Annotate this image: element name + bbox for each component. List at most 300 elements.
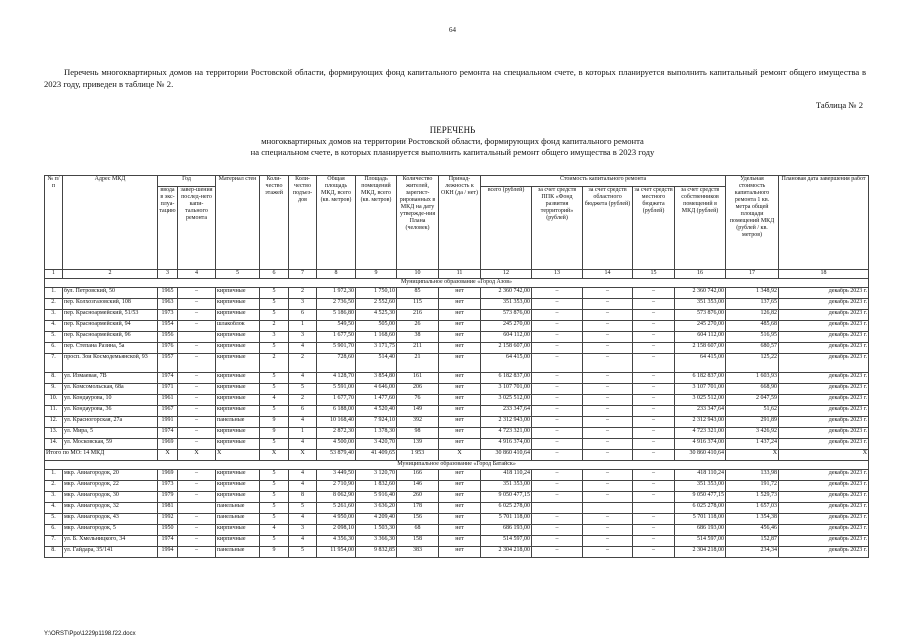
table-cell: 2 158 607,00 xyxy=(481,343,532,354)
table-cell: шлакоблок xyxy=(216,321,260,332)
table-cell: 51,62 xyxy=(726,406,779,417)
table-cell: 1 xyxy=(289,321,317,332)
table-cell: 14. xyxy=(45,439,63,450)
table-cell: 158 xyxy=(397,536,439,547)
table-cell: – xyxy=(583,525,633,536)
table-cell: панельные xyxy=(216,514,260,525)
table-cell: 1967 xyxy=(158,406,178,417)
table-cell: 1 477,60 xyxy=(356,395,397,406)
table-cell: декабрь 2023 г. xyxy=(779,395,869,406)
table-cell: 5 701 118,00 xyxy=(675,514,726,525)
table-cell: 9 xyxy=(356,270,397,279)
table-cell: нет xyxy=(439,503,481,514)
table-cell: 2 872,30 xyxy=(317,428,356,439)
table-cell: – xyxy=(633,310,675,321)
table-cell: 30 860 410,64 xyxy=(481,450,532,461)
table-cell: – xyxy=(633,395,675,406)
table-cell: 2 710,90 xyxy=(317,481,356,492)
table-cell: 115 xyxy=(397,299,439,310)
table-cell: X xyxy=(439,450,481,461)
table-cell: кирпичные xyxy=(216,373,260,384)
table-cell: пер. Красноармейский, 94 xyxy=(63,321,158,332)
table-cell: 1 603,93 xyxy=(726,373,779,384)
table-cell: – xyxy=(178,288,216,299)
table-cell: 8 xyxy=(289,492,317,503)
table-cell: 1 xyxy=(45,270,63,279)
table-cell xyxy=(532,503,583,514)
table-cell: ул. Московская, 59 xyxy=(63,439,158,450)
table-cell: кирпичные xyxy=(216,395,260,406)
table-cell: 1992 xyxy=(158,514,178,525)
table-cell: – xyxy=(178,343,216,354)
heading-line-3: на специальном счете, в которых планируется выполнить капитальный ремонт общего имущества в 2023 году xyxy=(250,147,655,157)
table-cell: 146 xyxy=(397,481,439,492)
table-row xyxy=(45,384,869,395)
table-cell: Муниципальное образование «Город Батайск» xyxy=(45,461,869,470)
table-cell xyxy=(633,503,675,514)
table-cell: бул. Петровский, 50 xyxy=(63,288,158,299)
table-cell: 514 597,00 xyxy=(675,536,726,547)
table-cell: панельные xyxy=(216,547,260,558)
table-cell: 4 646,00 xyxy=(356,384,397,395)
table-cell: – xyxy=(583,439,633,450)
table-cell: 5 xyxy=(260,470,289,481)
table-cell: 604 112,00 xyxy=(481,332,532,343)
table-cell: – xyxy=(178,547,216,558)
table-cell: мкр. Авиагородок, 30 xyxy=(63,492,158,503)
table-cell: 2 312 943,00 xyxy=(481,417,532,428)
table-cell: 351 353,00 xyxy=(481,481,532,492)
heading-line-2: многоквартирных домов на территории Ростовской области, формирующих фонд капитального ремонта xyxy=(261,136,644,146)
table-cell: 166 xyxy=(397,470,439,481)
col-num: № п/п xyxy=(45,176,63,270)
table-cell: кирпичные xyxy=(216,492,260,503)
table-cell: – xyxy=(583,481,633,492)
table-cell: 3. xyxy=(45,492,63,503)
table-cell: декабрь 2023 г. xyxy=(779,384,869,395)
table-cell: ул. Кондаурова, 10 xyxy=(63,395,158,406)
table-cell: 126,82 xyxy=(726,310,779,321)
table-cell: 245 270,00 xyxy=(481,321,532,332)
table-cell: 11 954,00 xyxy=(317,547,356,558)
table-cell: 7 924,10 xyxy=(356,417,397,428)
table-cell: – xyxy=(178,321,216,332)
table-cell: нет xyxy=(439,417,481,428)
table-cell: кирпичные xyxy=(216,332,260,343)
table-cell: 4 723 321,00 xyxy=(481,428,532,439)
table-cell: 351 353,00 xyxy=(675,299,726,310)
table-cell: 68 xyxy=(397,525,439,536)
table-cell: – xyxy=(532,514,583,525)
table-cell: 383 xyxy=(397,547,439,558)
table-cell: нет xyxy=(439,514,481,525)
table-cell: – xyxy=(633,384,675,395)
table-cell: – xyxy=(178,384,216,395)
table-cell: 1950 xyxy=(158,525,178,536)
table-cell: 245 270,00 xyxy=(675,321,726,332)
table-cell: – xyxy=(178,310,216,321)
table-cell: 9 xyxy=(260,428,289,439)
table-cell: – xyxy=(583,450,633,461)
table-cell: 10 168,40 xyxy=(317,417,356,428)
table-cell: – xyxy=(532,450,583,461)
table-cell: 7. xyxy=(45,354,63,373)
col-residents: Количество жителей, зарегист-рированных в МКД на дату утвержде-ния Плана (человек) xyxy=(397,176,439,270)
table-cell: 2 360 742,00 xyxy=(481,288,532,299)
table-cell: – xyxy=(532,343,583,354)
table-cell: декабрь 2023 г. xyxy=(779,321,869,332)
table-cell xyxy=(178,503,216,514)
table-cell: 3 107 701,00 xyxy=(675,384,726,395)
table-cell: 260 xyxy=(397,492,439,503)
table-cell: 8 xyxy=(317,270,356,279)
table-cell: 76 xyxy=(397,395,439,406)
table-cell: 604 112,00 xyxy=(675,332,726,343)
table-cell: 133,98 xyxy=(726,470,779,481)
table-cell: 5 xyxy=(260,492,289,503)
table-cell: 5 901,70 xyxy=(317,343,356,354)
table-cell: 5 xyxy=(260,288,289,299)
table-row xyxy=(45,492,869,503)
table-cell: ул. Гайдара, 35/141 xyxy=(63,547,158,558)
table-cell: 1971 xyxy=(158,384,178,395)
col-unit-cost: Удельная стоимость капитального ремонта 1 кв. метра общей площади помещений МКД (рублей / кв. метров) xyxy=(726,176,779,270)
table-cell: 456,46 xyxy=(726,525,779,536)
table-cell: 2 xyxy=(260,321,289,332)
table-cell: 680,57 xyxy=(726,343,779,354)
table-cell: 16 xyxy=(675,270,726,279)
table-cell: 4 xyxy=(289,439,317,450)
table-cell: декабрь 2023 г. xyxy=(779,288,869,299)
table-cell: нет xyxy=(439,428,481,439)
table-cell: 5 xyxy=(260,373,289,384)
table-cell: – xyxy=(178,525,216,536)
heading-title: ПЕРЕЧЕНЬ xyxy=(429,125,476,135)
table-cell: – xyxy=(178,439,216,450)
table-cell: 2 304 218,00 xyxy=(481,547,532,558)
table-cell: 6 xyxy=(289,406,317,417)
col-entrances: Коли-чество подъез-дов xyxy=(289,176,317,270)
table-cell: 11 xyxy=(439,270,481,279)
table-cell: 4 950,00 xyxy=(317,514,356,525)
table-body xyxy=(45,270,869,558)
table-row xyxy=(45,343,869,354)
table-cell: 3 xyxy=(289,299,317,310)
table-cell: – xyxy=(633,470,675,481)
table-cell: 1 168,60 xyxy=(356,332,397,343)
table-cell: мкр. Авиагородок, 22 xyxy=(63,481,158,492)
table-row xyxy=(45,332,869,343)
table-cell: X xyxy=(726,450,779,461)
table-cell: 233 347,64 xyxy=(675,406,726,417)
table-cell: 2 360 742,00 xyxy=(675,288,726,299)
table-cell: – xyxy=(633,354,675,373)
table-cell: 573 876,00 xyxy=(481,310,532,321)
table-cell: декабрь 2023 г. xyxy=(779,354,869,373)
table-cell: – xyxy=(532,354,583,373)
table-cell: 5 xyxy=(260,514,289,525)
table-cell: 3 xyxy=(289,332,317,343)
table-cell: – xyxy=(532,310,583,321)
table-cell: 4 356,30 xyxy=(317,536,356,547)
table-cell: 8 062,90 xyxy=(317,492,356,503)
table-cell: 64 415,00 xyxy=(675,354,726,373)
table-cell: – xyxy=(178,514,216,525)
table-cell: – xyxy=(633,536,675,547)
table-row xyxy=(45,299,869,310)
table-cell: 3 xyxy=(260,332,289,343)
table-cell: 26 xyxy=(397,321,439,332)
col-year-repair: завер-шения послед-него капи-тального ремонта xyxy=(178,187,216,270)
table-cell: 1 378,30 xyxy=(356,428,397,439)
table-cell: 6. xyxy=(45,525,63,536)
table-cell: X xyxy=(158,450,178,461)
table-cell: 4 xyxy=(289,536,317,547)
table-cell: – xyxy=(633,332,675,343)
table-cell: – xyxy=(583,492,633,503)
table-cell: 3 107 701,00 xyxy=(481,384,532,395)
table-cell: нет xyxy=(439,395,481,406)
table-cell: 139 xyxy=(397,439,439,450)
table-cell: 4 xyxy=(289,373,317,384)
table-cell: декабрь 2023 г. xyxy=(779,492,869,503)
table-cell: – xyxy=(583,395,633,406)
table-cell: 1963 xyxy=(158,299,178,310)
table-cell: X xyxy=(216,450,260,461)
table-cell: декабрь 2023 г. xyxy=(779,310,869,321)
table-cell: – xyxy=(532,525,583,536)
table-cell: кирпичные xyxy=(216,310,260,321)
table-cell: пер. Колхозгазовский, 108 xyxy=(63,299,158,310)
table-row xyxy=(45,354,869,373)
table-cell: 3 449,50 xyxy=(317,470,356,481)
table-cell: нет xyxy=(439,310,481,321)
table-cell: – xyxy=(633,481,675,492)
table-cell: 1965 xyxy=(158,288,178,299)
table-cell: 351 353,00 xyxy=(675,481,726,492)
table-cell: нет xyxy=(439,354,481,373)
table-cell: 418 110,24 xyxy=(481,470,532,481)
table-cell: – xyxy=(633,450,675,461)
table-cell: 514 597,00 xyxy=(481,536,532,547)
table-cell: 85 xyxy=(397,288,439,299)
table-cell: – xyxy=(583,547,633,558)
table-cell: 11. xyxy=(45,406,63,417)
table-cell: нет xyxy=(439,547,481,558)
table-cell: 1991 xyxy=(158,417,178,428)
table-cell: 1974 xyxy=(158,536,178,547)
table-cell: декабрь 2023 г. xyxy=(779,470,869,481)
table-cell: 18 xyxy=(779,270,869,279)
table-cell: кирпичные xyxy=(216,428,260,439)
table-cell: 6 xyxy=(260,270,289,279)
col-premises-area: Площадь помещений МКД, всего (кв. метров) xyxy=(356,176,397,270)
table-cell: 5 701 118,00 xyxy=(481,514,532,525)
table-cell: – xyxy=(178,354,216,373)
table-cell: X xyxy=(289,450,317,461)
housing-table xyxy=(44,175,869,558)
table-cell: – xyxy=(633,321,675,332)
table-cell: 3 366,30 xyxy=(356,536,397,547)
table-cell: 686 193,00 xyxy=(481,525,532,536)
table-cell: кирпичные xyxy=(216,288,260,299)
table-cell: нет xyxy=(439,470,481,481)
table-cell: 10. xyxy=(45,395,63,406)
table-cell: – xyxy=(633,439,675,450)
table-cell: – xyxy=(178,536,216,547)
table-cell: 514,40 xyxy=(356,354,397,373)
table-cell: 2 098,10 xyxy=(317,525,356,536)
table-cell: 14 xyxy=(583,270,633,279)
table-cell: – xyxy=(633,373,675,384)
table-cell: 2 xyxy=(289,354,317,373)
table-cell: 64 415,00 xyxy=(481,354,532,373)
table-cell: мкр. Авиагородок, 43 xyxy=(63,514,158,525)
table-cell: кирпичные xyxy=(216,525,260,536)
table-cell: 5 xyxy=(289,384,317,395)
table-cell: – xyxy=(633,406,675,417)
table-cell: 6. xyxy=(45,343,63,354)
table-cell: 206 xyxy=(397,384,439,395)
total-row xyxy=(45,450,869,461)
table-cell: 4 209,40 xyxy=(356,514,397,525)
table-cell: 728,60 xyxy=(317,354,356,373)
table-cell: 12 xyxy=(481,270,532,279)
table-cell: 516,95 xyxy=(726,332,779,343)
table-cell: 4 xyxy=(289,514,317,525)
table-cell: 3 025 512,00 xyxy=(481,395,532,406)
table-cell: 8. xyxy=(45,373,63,384)
footer-path: Y:\ORST\Ppo\1229p1198.f22.docx xyxy=(44,631,136,637)
table-cell: Итого по МО: 14 МКД xyxy=(45,450,158,461)
table-cell: 5 261,60 xyxy=(317,503,356,514)
table-cell: 3 854,80 xyxy=(356,373,397,384)
table-cell: 2 047,59 xyxy=(726,395,779,406)
column-number-row xyxy=(45,270,869,279)
table-row xyxy=(45,503,869,514)
table-cell: 178 xyxy=(397,503,439,514)
section-title-row xyxy=(45,461,869,470)
table-cell: – xyxy=(583,299,633,310)
table-cell: – xyxy=(583,470,633,481)
table-cell: – xyxy=(532,395,583,406)
table-label: Таблица № 2 xyxy=(815,100,863,110)
table-cell: кирпичные xyxy=(216,343,260,354)
table-cell: 2 xyxy=(289,288,317,299)
table-cell: 216 xyxy=(397,310,439,321)
table-cell: – xyxy=(178,470,216,481)
table-cell: ул. Б. Хмельницкого, 34 xyxy=(63,536,158,547)
table-cell: 5 xyxy=(260,384,289,395)
table-cell: 2. xyxy=(45,299,63,310)
table-cell: – xyxy=(633,514,675,525)
table-row xyxy=(45,373,869,384)
table-cell: X xyxy=(779,450,869,461)
table-cell: 2 552,60 xyxy=(356,299,397,310)
table-cell: кирпичные xyxy=(216,481,260,492)
table-cell: нет xyxy=(439,481,481,492)
col-cost-region: за счет средств областного бюджета (рублей) xyxy=(583,187,633,270)
table-cell: – xyxy=(583,384,633,395)
table-cell: 125,22 xyxy=(726,354,779,373)
table-cell: 1956 xyxy=(158,332,178,343)
table-cell: 4 128,70 xyxy=(317,373,356,384)
table-cell: 1969 xyxy=(158,439,178,450)
table-cell: нет xyxy=(439,384,481,395)
table-cell: кирпичные xyxy=(216,354,260,373)
col-year-built: ввода в экс-плуа-тацию xyxy=(158,187,178,270)
table-cell: – xyxy=(532,373,583,384)
table-cell: 5 186,80 xyxy=(317,310,356,321)
table-cell: 152,87 xyxy=(726,536,779,547)
table-cell: 234,34 xyxy=(726,547,779,558)
table-cell: 17 xyxy=(726,270,779,279)
table-cell: 233 347,64 xyxy=(481,406,532,417)
table-cell: 1954 xyxy=(158,321,178,332)
table-cell: 9 xyxy=(260,547,289,558)
table-cell: 2 xyxy=(260,354,289,373)
table-cell: 5 591,00 xyxy=(317,384,356,395)
table-cell: – xyxy=(583,332,633,343)
table-cell: – xyxy=(178,492,216,503)
table-cell: 12. xyxy=(45,417,63,428)
table-cell: 2 304 218,00 xyxy=(675,547,726,558)
table-cell: нет xyxy=(439,525,481,536)
table-cell: 2. xyxy=(45,481,63,492)
table-cell: 5. xyxy=(45,514,63,525)
table-cell: 3 025 512,00 xyxy=(675,395,726,406)
table-cell: 4 xyxy=(260,395,289,406)
table-cell: 291,89 xyxy=(726,417,779,428)
table-cell: ул. Кондаурова, 36 xyxy=(63,406,158,417)
table-row xyxy=(45,310,869,321)
table-cell: 5 xyxy=(260,536,289,547)
table-cell: ул. Красногорская, 27а xyxy=(63,417,158,428)
table-cell: декабрь 2023 г. xyxy=(779,503,869,514)
table-cell: мкр. Авиагородок, 20 xyxy=(63,470,158,481)
table-cell: 668,90 xyxy=(726,384,779,395)
table-cell: нет xyxy=(439,492,481,503)
table-cell: 4 xyxy=(178,270,216,279)
table-cell: – xyxy=(532,321,583,332)
table-cell: нет xyxy=(439,299,481,310)
table-cell: 2 158 607,00 xyxy=(675,343,726,354)
table-cell: – xyxy=(633,428,675,439)
table-cell: 3 426,92 xyxy=(726,428,779,439)
table-cell: 4 500,00 xyxy=(317,439,356,450)
col-total-area: Общая площадь МКД, всего (кв. метров) xyxy=(317,176,356,270)
table-cell: – xyxy=(532,384,583,395)
table-cell: – xyxy=(633,492,675,503)
table-row xyxy=(45,395,869,406)
table-cell: 1961 xyxy=(158,395,178,406)
table-cell: кирпичные xyxy=(216,406,260,417)
table-cell: 6 025 278,00 xyxy=(675,503,726,514)
table-cell: нет xyxy=(439,406,481,417)
table-cell: – xyxy=(178,395,216,406)
table-cell: 7. xyxy=(45,536,63,547)
table-row xyxy=(45,428,869,439)
table-cell: нет xyxy=(439,343,481,354)
table-cell: 2 xyxy=(289,395,317,406)
table-cell: 3 xyxy=(158,270,178,279)
col-cost-fund: за счет средств ППК «Фонд развития территорий» (рублей) xyxy=(532,187,583,270)
table-cell: 5. xyxy=(45,332,63,343)
table-cell: декабрь 2023 г. xyxy=(779,332,869,343)
table-cell: 7 xyxy=(289,270,317,279)
col-address: Адрес МКД xyxy=(63,176,158,270)
table-cell: 2 xyxy=(63,270,158,279)
